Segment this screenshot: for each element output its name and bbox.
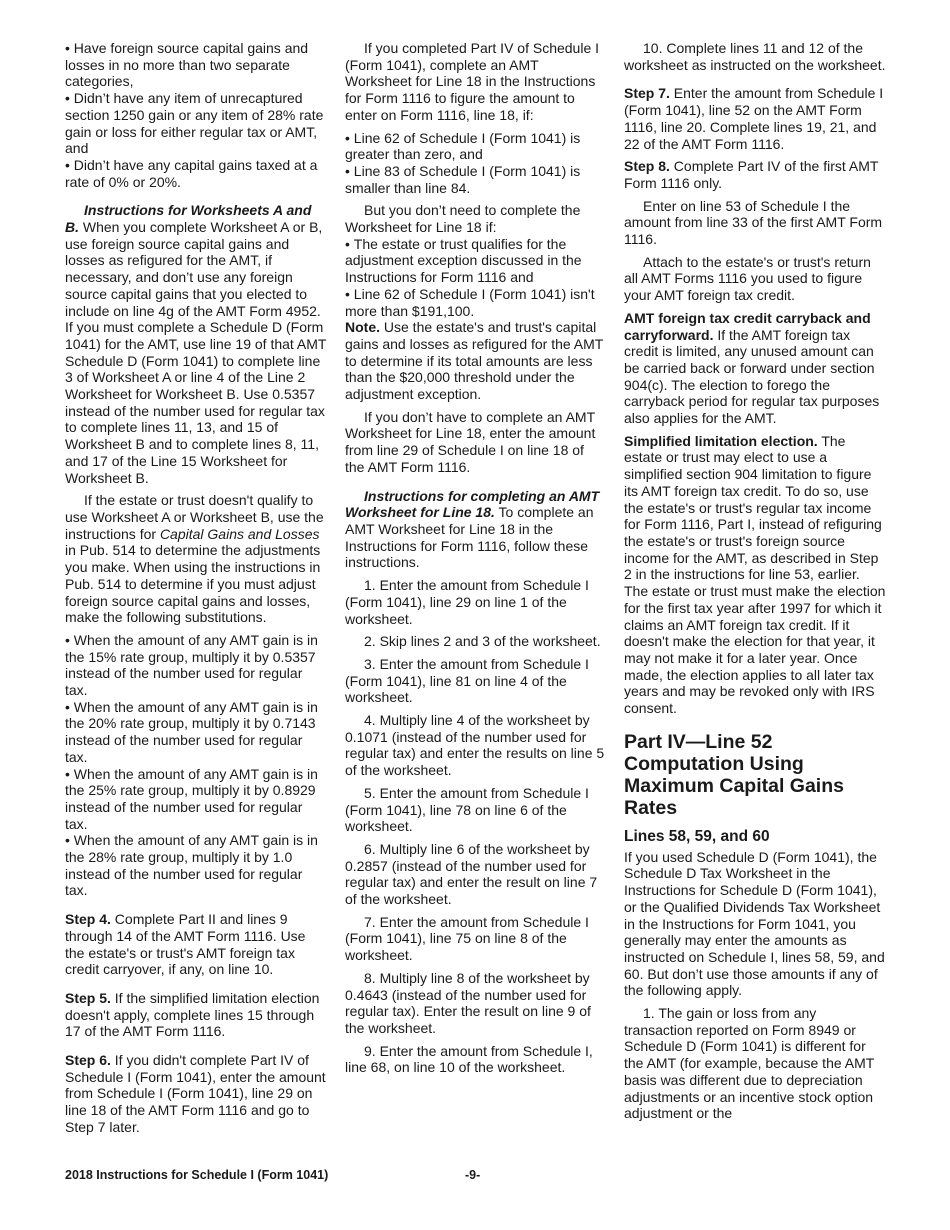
no-qualify-paragraph bbox=[65, 492, 327, 626]
bullet-list-qualifications bbox=[65, 40, 327, 190]
simplified-election-heading: Simplified limitation election. bbox=[624, 432, 818, 449]
bullet-item: • Line 62 of Schedule I (Form 1041) is greater than zero, and bbox=[345, 130, 607, 163]
step-6-text: If you didn't complete Part IV of Schedule I (Form 1041), enter the amount from Schedule I (Form 1041), line 29 on line 18 of the AMT Form 1116 and go to Step 7 later. bbox=[65, 1052, 326, 1135]
worksheet-step-5: 5. Enter the amount from Schedule I (Form 1041), line 78 on line 6 of the worksheet. bbox=[345, 784, 589, 835]
worksheet-step-1: 1. Enter the amount from Schedule I (Form 1041), line 29 on line 1 of the worksheet. bbox=[345, 577, 589, 627]
step-7-label: Step 7. bbox=[624, 85, 670, 102]
worksheet-step-7: 7. Enter the amount from Schedule I (Form 1041), line 75 on line 8 of the worksheet. bbox=[345, 913, 589, 964]
column-middle bbox=[345, 40, 607, 1082]
step-4-label: Step 4. bbox=[65, 911, 111, 928]
worksheets-ab-text: When you complete Worksheet A or B, use foreign source capital gains and losses as refigured for the AMT, if necessary, and don’t use any foreign source capital gains that you elected to include on line 4g of the AMT Form 4952. If you must complete a Schedule D (Form 1041) for the AMT, use line 19 of that AMT Schedule D (Form 1041) to complete line 3 of Worksheet A or line 4 of the Line 2 Worksheet for Worksheet B. Use 0.5357 instead of the number used for regular tax to complete lines 11, 13, and 15 of Worksheet B and to complete lines 8, 11, and 17 of the Line 15 Worksheet for Worksheet B. bbox=[65, 219, 327, 486]
carryback-paragraph bbox=[624, 310, 886, 427]
list-item-1: 1. The gain or loss from any transaction reported on Form 8949 or Schedule D (Form 1041) is different for the AMT (for example, because the AMT basis was different due to depreciation adjustments or an incentive stock option adjustment or the bbox=[624, 1005, 875, 1122]
bullet-list-rate-groups bbox=[65, 632, 327, 899]
step-5-label: Step 5. bbox=[65, 989, 111, 1006]
worksheet-step-9: 9. Enter the amount from Schedule I, line 68, on line 10 of the worksheet. bbox=[345, 1042, 593, 1076]
column-right bbox=[624, 40, 886, 1128]
bullet-item: • Have foreign source capital gains and losses in no more than two separate categories, bbox=[65, 40, 327, 90]
simplified-election-text: The estate or trust may elect to use a simplified section 904 limitation to figure its AMT foreign tax credit. To do so, use the estate's or trust's regular tax income for Form 1116, Part I, instead of refiguring the estate's or trust's foreign source income for the AMT, as described in Step 2 in the instructions for line 53, earlier. The estate or trust must make the election for the first tax year after 1997 for which it claims an AMT foreign tax credit. If it doesn't make the election for that year, it may not make it for a later year. Once made, the election applies to all later tax years and may be revoked only with IRS consent. bbox=[624, 432, 886, 717]
step-7 bbox=[624, 85, 886, 152]
step-8-label: Step 8. bbox=[624, 158, 670, 175]
bullet-item: • When the amount of any AMT gain is in the 15% rate group, multiply it by 0.5357 instead of the number used for regular tax. bbox=[65, 632, 327, 699]
step-6-label: Step 6. bbox=[65, 1052, 111, 1069]
worksheet-step-2: 2. Skip lines 2 and 3 of the worksheet. bbox=[364, 633, 601, 650]
part-iv-intro: If you completed Part IV of Schedule I (Form 1041), complete an AMT Worksheet for Line 18 in the Instructions for Form 1116 to figure the amount to enter on Form 1116, line 18, if: bbox=[345, 40, 600, 123]
worksheet-step-6: 6. Multiply line 6 of the worksheet by 0.2857 (instead of the number used for regular tax) and enter the result on line 7 of the worksheet. bbox=[345, 840, 598, 908]
step-5-text: If the simplified limitation election doesn't apply, complete lines 15 through 17 of the AMT Form 1116. bbox=[65, 989, 320, 1040]
line-18-text: To complete an AMT Worksheet for Line 18 in the Instructions for Form 1116, follow these instructions. bbox=[345, 504, 594, 571]
note-label: Note. bbox=[345, 319, 380, 336]
simplified-election-paragraph bbox=[624, 433, 886, 717]
bullet-list-conditions bbox=[345, 130, 607, 197]
step-4-text: Complete Part II and lines 9 through 14 of the AMT Form 1116. Use the estate's or trust's AMT foreign tax credit carryover, if any, on line 10. bbox=[65, 911, 306, 978]
pub-514-reference: Capital Gains and Losses bbox=[159, 525, 320, 542]
bullet-item: • The estate or trust qualifies for the adjustment exception discussed in the Instructions for Form 1116 and bbox=[345, 236, 607, 286]
bullet-item: • Didn’t have any item of unrecaptured section 1250 gain or any item of 28% rate gain or loss for either regular tax or AMT, and bbox=[65, 90, 327, 157]
bullet-item: • Line 62 of Schedule I (Form 1041) isn't more than $191,100. bbox=[345, 286, 607, 319]
worksheet-step-3: 3. Enter the amount from Schedule I (Form 1041), line 81 on line 4 of the worksheet. bbox=[345, 655, 589, 706]
step-7-text: Enter the amount from Schedule I (Form 1041), line 52 on the AMT Form 1116, line 20. Complete lines 19, 21, and 22 of the AMT Form 1116. bbox=[624, 85, 884, 152]
page-number: -9- bbox=[465, 1168, 481, 1182]
part-iv-heading: Part IV—Line 52 Computation Using Maximum Capital Gains Rates bbox=[624, 730, 844, 819]
bullet-item: • When the amount of any AMT gain is in the 20% rate group, multiply it by 0.7143 instead of the number used for regular tax. bbox=[65, 699, 327, 766]
step-8 bbox=[624, 158, 886, 191]
dont-need-paragraph: But you don’t need to complete the Worksheet for Line 18 if: bbox=[345, 202, 581, 236]
worksheets-ab-paragraph bbox=[65, 202, 327, 486]
footer-title: 2018 Instructions for Schedule I (Form 1041) bbox=[65, 1168, 329, 1182]
no-qualify-text-cont: in Pub. 514 to determine the adjustments you make. When using the instructions in Pub. 514 to determine if you must adjust foreign source capital gains and losses, make the following substitutions. bbox=[65, 542, 321, 626]
line-18-heading: Instructions for completing an AMT Worksheet for Line 18. bbox=[345, 487, 600, 521]
if-dont-have-paragraph: If you don’t have to complete an AMT Worksheet for Line 18, enter the amount from line 29 of Schedule I on line 18 of the AMT Form 1116. bbox=[345, 408, 596, 475]
bullet-item: • When the amount of any AMT gain is in the 25% rate group, multiply it by 0.8929 instead of the number used for regular tax. bbox=[65, 766, 327, 833]
carryback-heading: AMT foreign tax credit carryback and carryforward. bbox=[624, 309, 871, 343]
step-5 bbox=[65, 990, 327, 1040]
enter-line-53-paragraph: Enter on line 53 of Schedule I the amount from line 33 of the first AMT Form 1116. bbox=[624, 197, 883, 248]
worksheet-step-4: 4. Multiply line 4 of the worksheet by 0.1071 (instead of the number used for regular tax) and enter the results on line 5 of the worksheet. bbox=[345, 712, 605, 779]
step-4 bbox=[65, 911, 327, 978]
no-qualify-text: If the estate or trust doesn't qualify to use Worksheet A or Worksheet B, use the instructions for bbox=[65, 492, 324, 542]
carryback-text: If the AMT foreign tax credit is limited, any unused amount can be carried back or forward under section 904(c). The election to forego the carryback period for regular tax purposes also applies for the AMT. bbox=[624, 326, 880, 427]
line-18-paragraph bbox=[345, 488, 607, 572]
note-paragraph bbox=[345, 319, 607, 403]
note-text: Use the estate's and trust's capital gains and losses as refigured for the AMT to determine if its total amounts are less than the $20,000 threshold under the adjustment exception. bbox=[345, 319, 604, 403]
bullet-item: • Didn’t have any capital gains taxed at a rate of 0% or 20%. bbox=[65, 157, 327, 190]
column-left bbox=[65, 40, 327, 1142]
attach-paragraph: Attach to the estate's or trust's return all AMT Forms 1116 you used to figure your AMT foreign tax credit. bbox=[624, 253, 871, 304]
worksheet-step-8: 8. Multiply line 8 of the worksheet by 0.4643 (instead of the number used for regular tax). Enter the result on line 9 of the worksheet. bbox=[345, 969, 591, 1036]
lines-58-60-heading: Lines 58, 59, and 60 bbox=[624, 827, 770, 845]
step-8-text: Complete Part IV of the first AMT Form 1116 only. bbox=[624, 158, 879, 191]
worksheets-ab-heading: Instructions for Worksheets A and B. bbox=[65, 202, 312, 236]
step-6 bbox=[65, 1052, 327, 1136]
bullet-item: • When the amount of any AMT gain is in the 28% rate group, multiply it by 1.0 instead of the number used for regular tax. bbox=[65, 832, 327, 899]
worksheet-step-10: 10. Complete lines 11 and 12 of the worksheet as instructed on the worksheet. bbox=[624, 40, 886, 73]
lines-58-60-paragraph: If you used Schedule D (Form 1041), the Schedule D Tax Worksheet in the Instructions for Schedule D (Form 1041), or the Qualified Dividends Tax Worksheet in the Instructions for Form 1041, you generally may enter the amounts as instructed on Schedule I, lines 58, 59, and 60. But don’t use those amounts if any of the following apply. bbox=[624, 848, 885, 999]
bullet-item: • Line 83 of Schedule I (Form 1041) is smaller than line 84. bbox=[345, 163, 607, 196]
bullet-list-exceptions bbox=[345, 236, 607, 320]
page-footer bbox=[65, 1168, 887, 1186]
